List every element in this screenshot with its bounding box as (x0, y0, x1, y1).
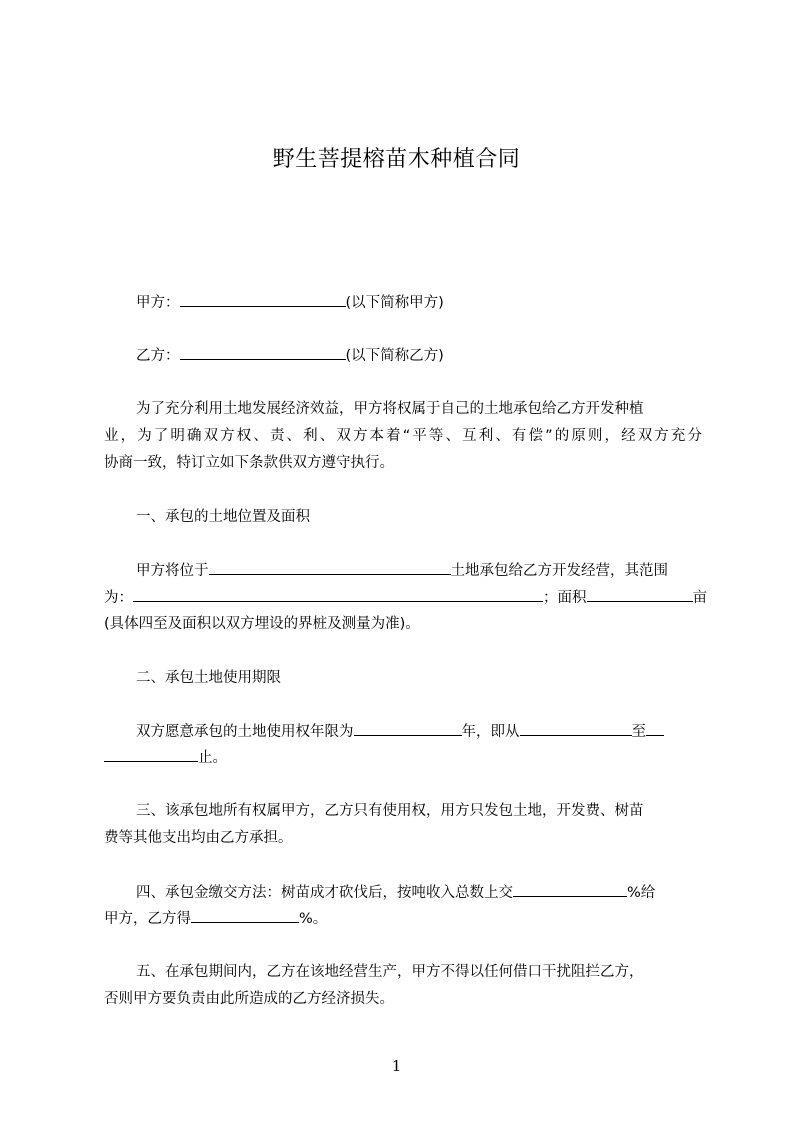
years-blank (354, 721, 462, 736)
area-blank (587, 587, 693, 602)
party-b-suffix: (以下简称乙方) (345, 348, 444, 364)
section-2-text: 止。 (198, 750, 227, 766)
section-4-line-1 (136, 882, 736, 903)
section-1-text: 甲方将位于 (136, 563, 209, 579)
section-2-heading: 二、承包土地使用期限 (136, 670, 281, 686)
section-1-heading: 一、承包的土地位置及面积 (136, 509, 310, 525)
range-blank (133, 587, 543, 602)
section-4-text: %。 (299, 911, 328, 927)
end-date-blank-b (104, 747, 198, 762)
section-2-text: 双方愿意承包的土地使用权年限为 (136, 724, 354, 740)
party-a-label: 甲方： (136, 295, 180, 311)
page-number: 1 (391, 1057, 402, 1075)
section-2-text: 年，即从 (461, 724, 520, 740)
section-2-line-2 (104, 747, 704, 768)
section-4-text: 甲方，乙方得 (104, 911, 191, 927)
end-date-blank-a (646, 721, 664, 736)
section-2-text: 至 (631, 724, 646, 740)
start-date-blank (520, 721, 632, 736)
party-b-line (136, 345, 736, 366)
section-1-line-2 (104, 587, 707, 608)
party-a-percent-blank (513, 882, 627, 897)
section-3-line-2: 费等其他支出均由乙方承担。 (104, 830, 293, 846)
location-blank (209, 560, 451, 575)
intro-line-2: 业，为了明确双方权、责、利、双方本着“平等、互利、有偿”的原则，经双方充分 (104, 428, 702, 444)
party-a-suffix: (以下简称甲方) (345, 295, 444, 311)
party-a-blank (180, 292, 346, 307)
party-a-line (136, 292, 736, 313)
intro-line-1: 为了充分利用土地发展经济效益，甲方将权属于自己的土地承包给乙方开发种植 (136, 401, 644, 417)
section-1-line-1 (136, 560, 736, 581)
section-5-line-1: 五、在承包期间内，乙方在该地经营生产，甲方不得以任何借口干扰阻拦乙方， (136, 964, 644, 980)
section-3-line-1: 三、该承包地所有权属甲方，乙方只有使用权，用方只发包土地，开发费、树苗 (136, 803, 644, 819)
section-1-text: 土地承包给乙方开发经营，其范围 (450, 563, 668, 579)
section-1-text: ；面积 (543, 590, 587, 606)
section-1-line-3: (具体四至及面积以双方埋设的界桩及测量为准)。 (104, 616, 420, 632)
intro-line-3: 协商一致，特订立如下条款供双方遵守执行。 (104, 455, 394, 471)
section-4-line-2 (104, 908, 704, 929)
section-1-text: 为： (104, 590, 133, 606)
section-4-text: %给 (627, 885, 656, 901)
section-1-text: 亩 (692, 590, 707, 606)
section-5-line-2: 否则甲方要负责由此所造成的乙方经济损失。 (104, 991, 394, 1007)
section-2-line-1 (136, 721, 736, 742)
document-title: 野生菩提榕苗木种植合同 (272, 147, 521, 172)
party-b-label: 乙方： (136, 348, 180, 364)
section-4-text: 四、承包金缴交方法：树苗成才砍伐后，按吨收入总数上交 (136, 885, 513, 901)
party-b-percent-blank (191, 908, 299, 923)
party-b-blank (180, 345, 346, 360)
